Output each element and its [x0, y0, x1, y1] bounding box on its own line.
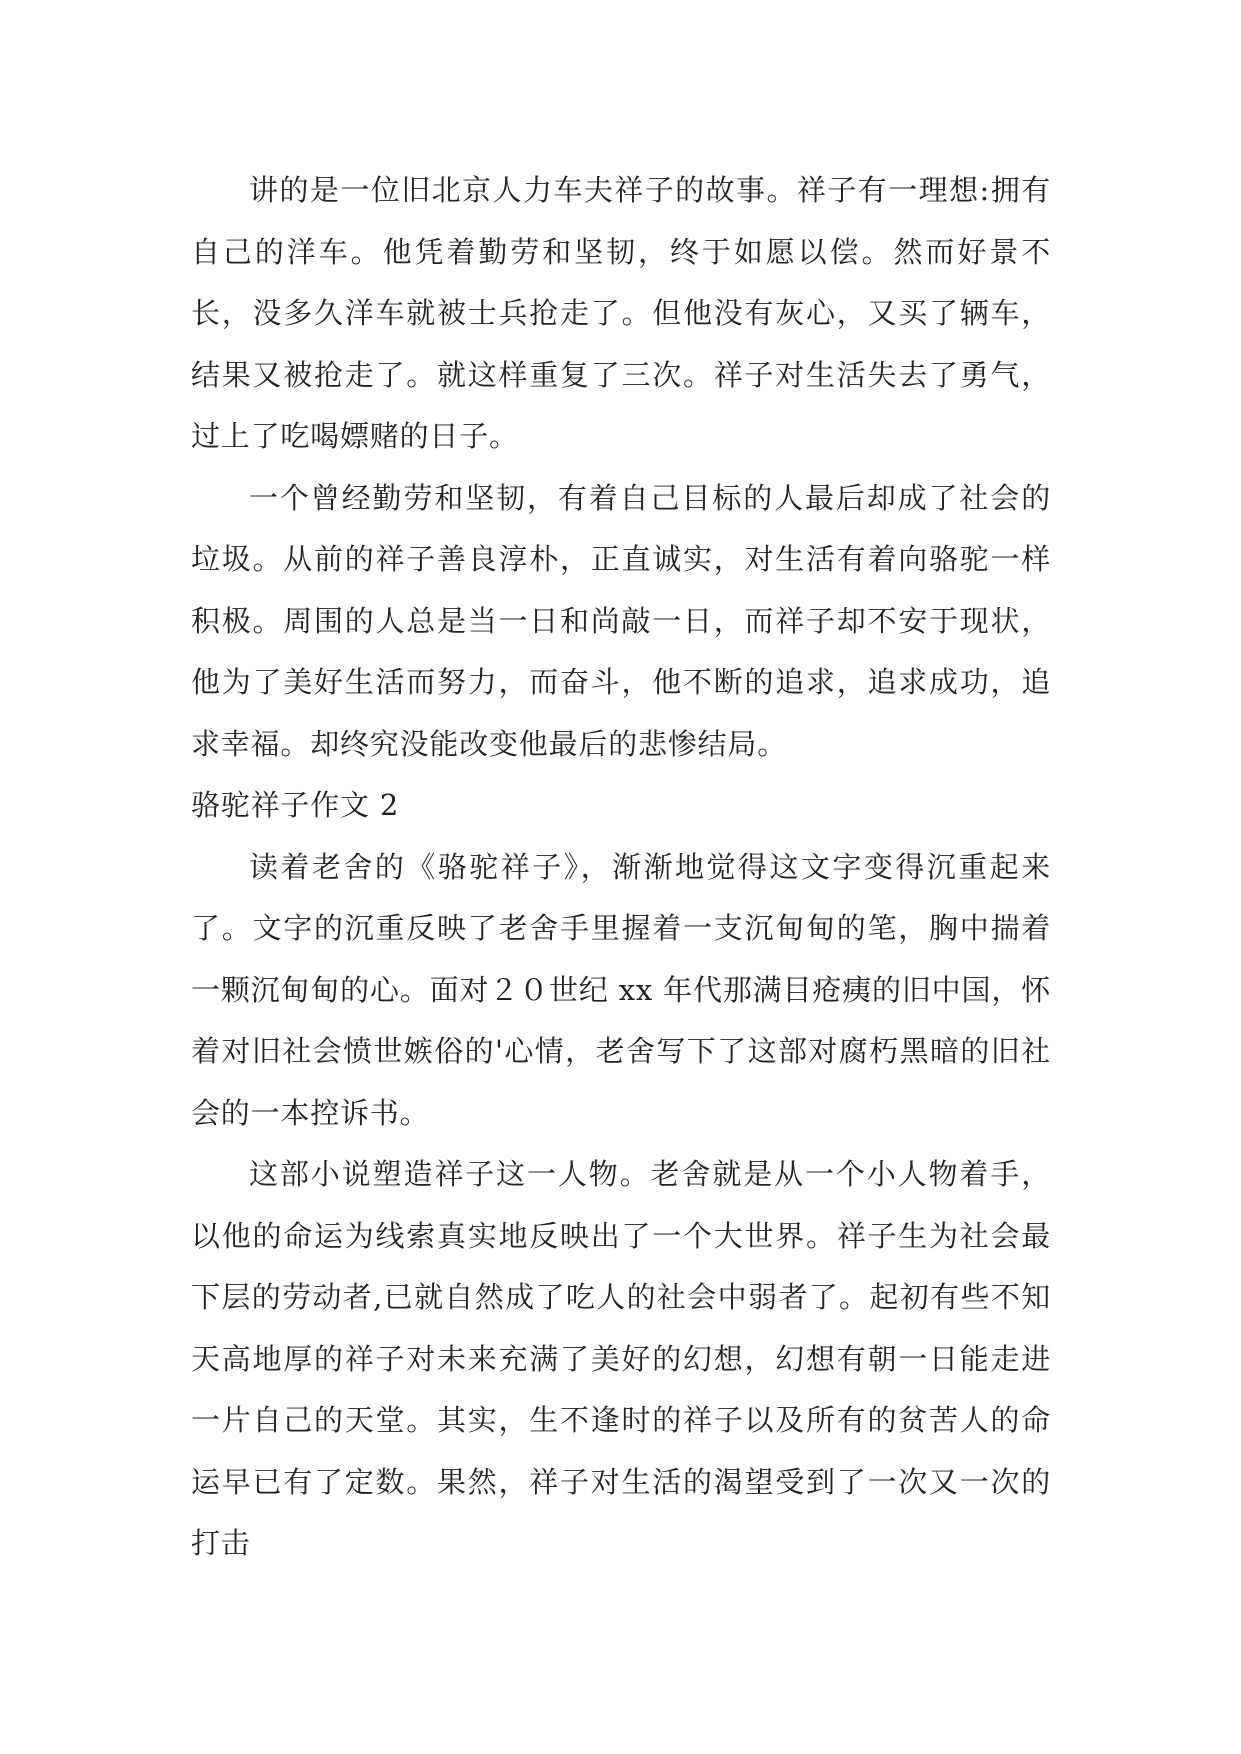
- paragraph-xiangzi-story: 讲的是一位旧北京人力车夫祥子的故事。祥子有一理想:拥有自己的洋车。他凭着勤劳和坚韧，终于如愿以偿。然而好景不长，没多久洋车就被士兵抢走了。但他没有灰心，又买了辆车，结果又被抢走了。就这样重复了三次。祥子对生活失去了勇气，过上了吃喝嫖赌的日子。: [191, 173, 1051, 453]
- paragraph-character-analysis: 这部小说塑造祥子这一人物。老舍就是从一个小人物着手，以他的命运为线索真实地反映出了一个大世界。祥子生为社会最下层的劳动者,已就自然成了吃人的社会中弱者了。起初有些不知天高地厚的祥子对未来充满了美好的幻想，幻想有朝一日能走进一片自己的天堂。其实，生不逢时的祥子以及所有的贫苦人的命运早已有了定数。果然，祥子对生活的渴望受到了一次又一次的打击: [191, 1157, 1051, 1560]
- paragraph-xiangzi-fall: 一个曾经勤劳和坚韧，有着自己目标的人最后却成了社会的垃圾。从前的祥子善良淳朴，正直诚实，对生活有着向骆驼一样积极。周围的人总是当一日和尚敲一日，而祥子却不安于现状，他为了美好生活而努力，而奋斗，他不断的追求，追求成功，追求幸福。却终究没能改变他最后的悲惨结局。: [191, 480, 1051, 761]
- section-heading: 骆驼祥子作文 2: [191, 788, 400, 822]
- paragraph-reading-impression: 读着老舍的《骆驼祥子》，渐渐地觉得这文字变得沉重起来了。文字的沉重反映了老舍手里握着一支沉甸甸的笔，胸中揣着一颗沉甸甸的心。面对２０世纪 xx 年代那满目疮痍的旧中国，怀着对旧社会愤世嫉俗的'心情，老舍写下了这部对腐朽黑暗的旧社会的一本控诉书。: [191, 849, 1051, 1130]
- document-body: [191, 160, 1051, 1575]
